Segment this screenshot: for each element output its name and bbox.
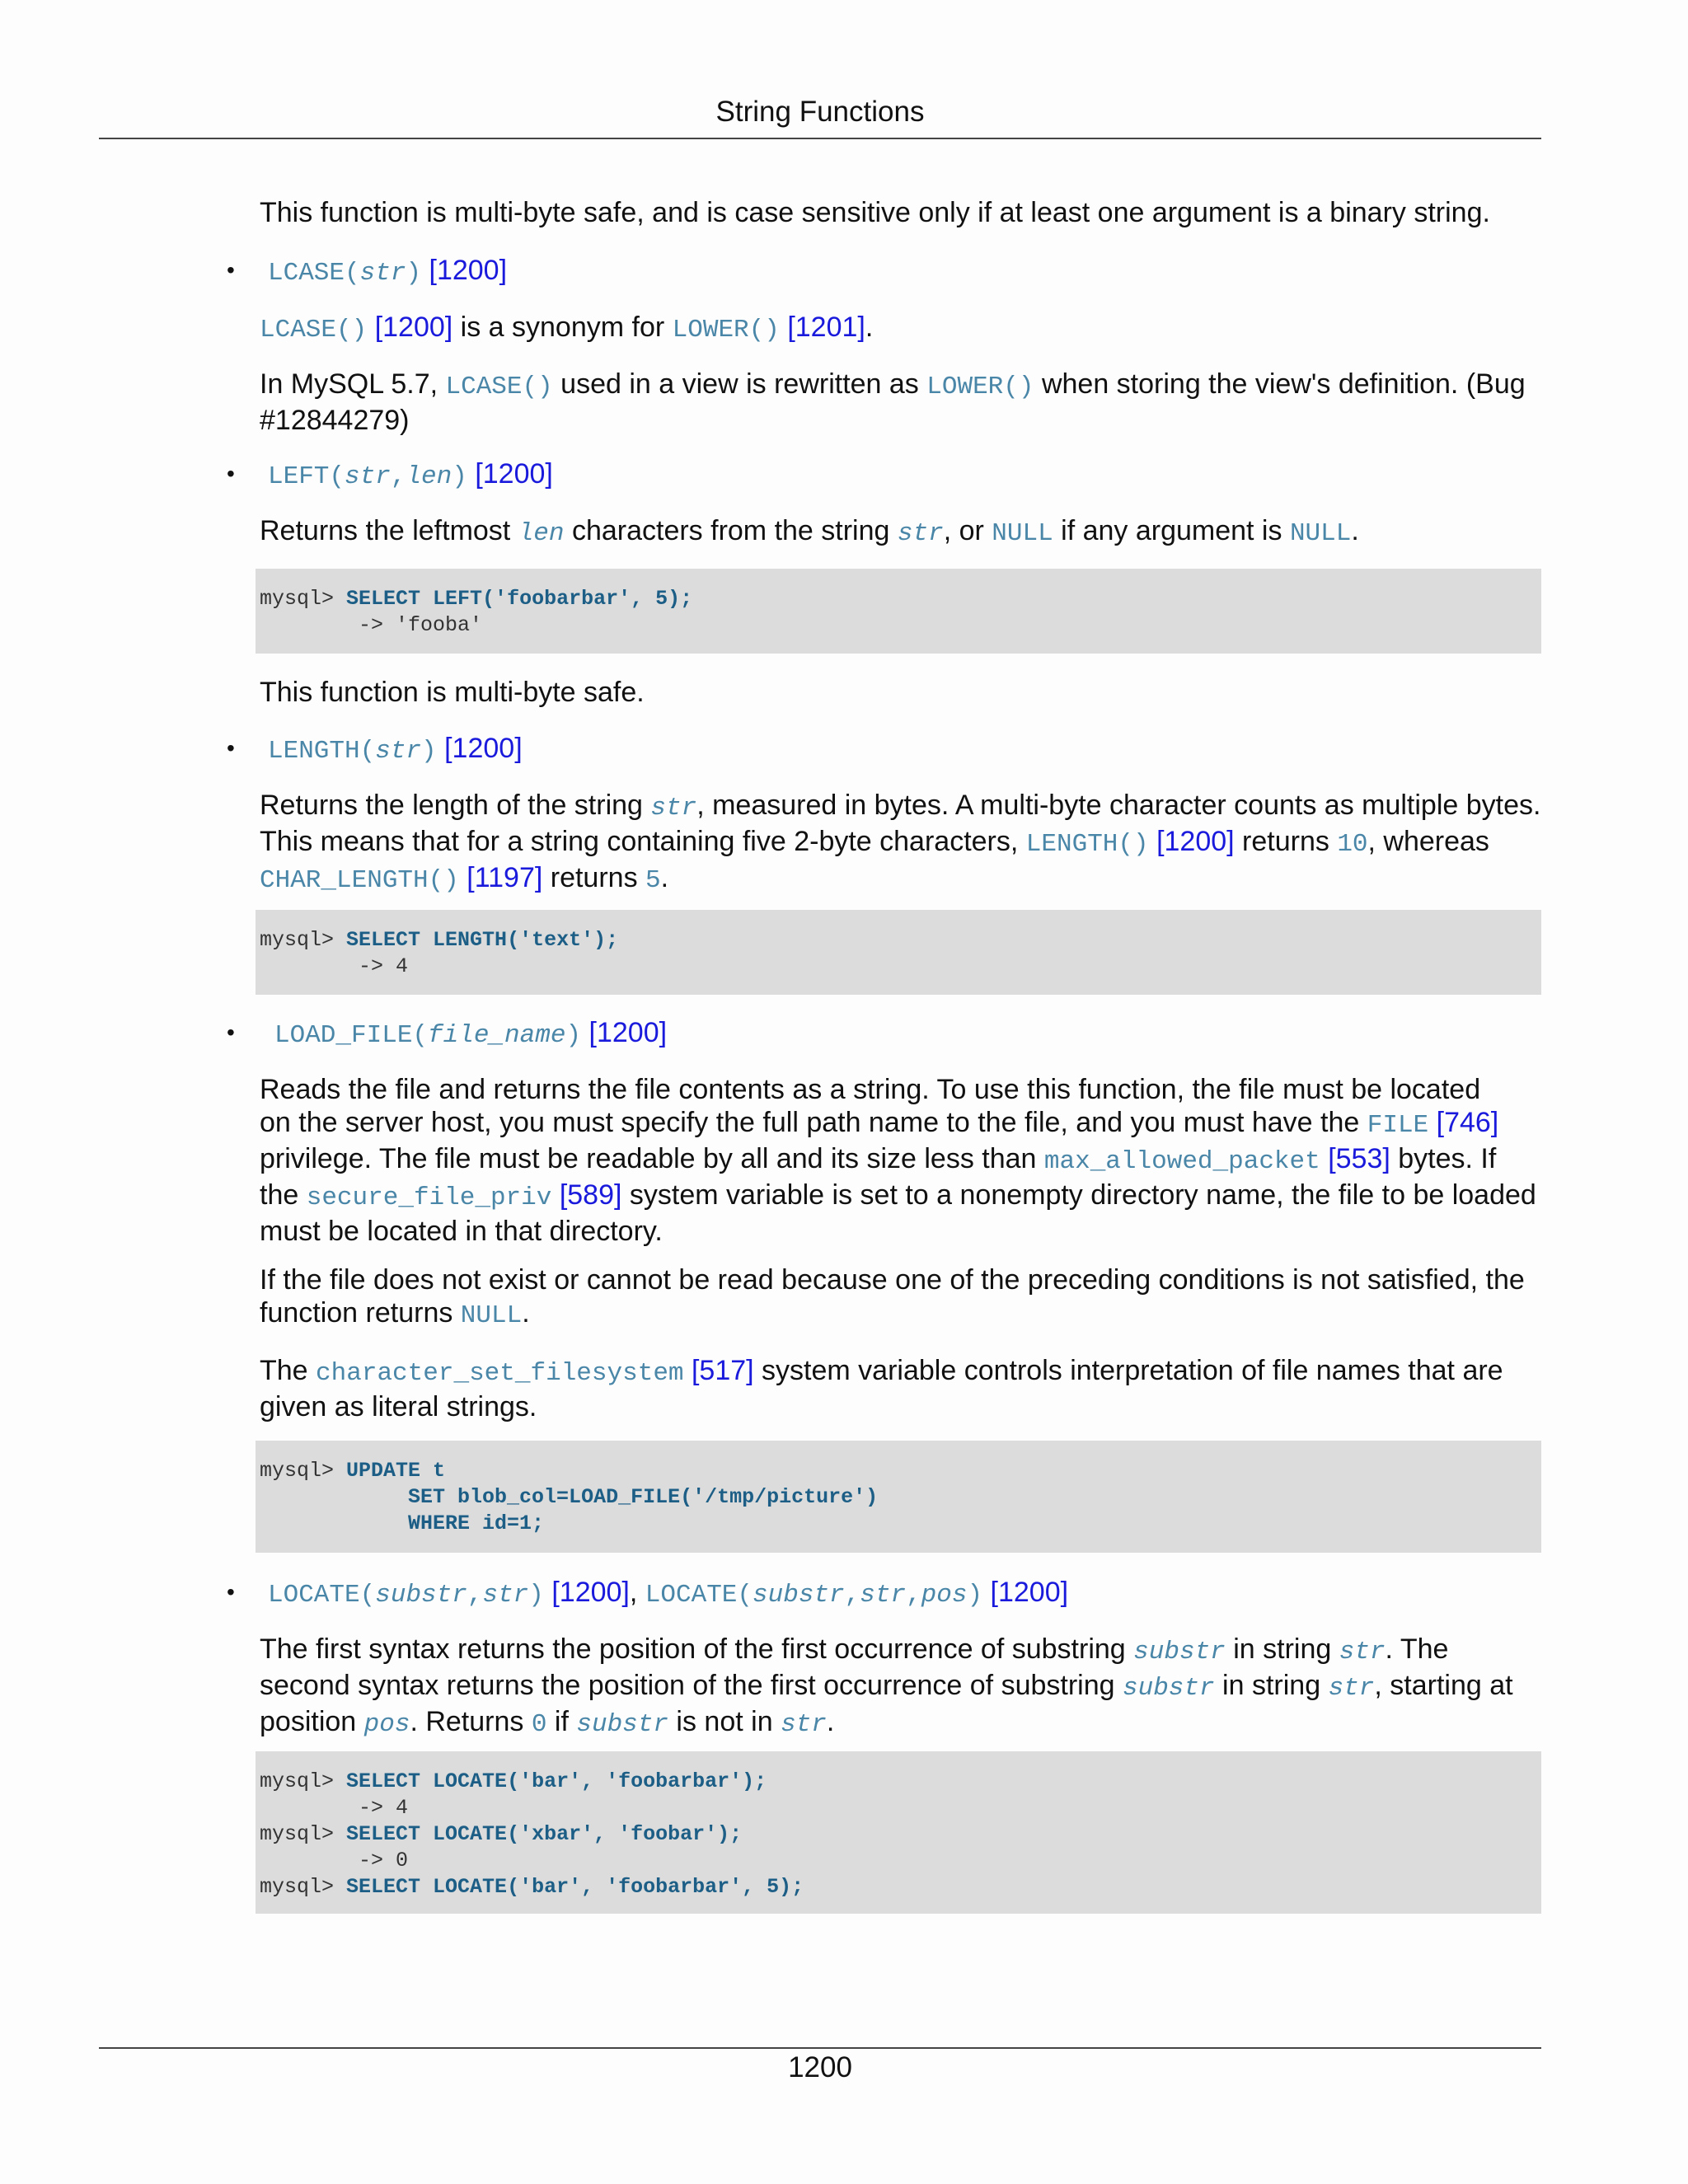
locate-l2-a: second syntax returns the position of the first occurrence of substring	[260, 1670, 1123, 1701]
code-prompt: mysql>	[260, 587, 347, 611]
left-desc-null2: NULL	[1289, 519, 1352, 548]
locate-sig2-arg1: substr	[753, 1581, 845, 1610]
locate-l3-b: . Returns	[410, 1706, 532, 1737]
code-prompt: mysql>	[260, 928, 347, 952]
left-sig-name: LEFT(	[268, 462, 345, 491]
code-command-1: SELECT LOCATE('bar', 'foobarbar');	[346, 1769, 767, 1793]
left-after-paragraph: This function is multi-byte safe.	[260, 677, 645, 708]
bullet: •	[227, 461, 235, 486]
left-desc-str: str	[897, 519, 944, 548]
locate-sig2-name: LOCATE(	[645, 1581, 753, 1610]
lower-ref-link[interactable]: [1201]	[787, 312, 865, 343]
load-file-p3-c: given as literal strings.	[260, 1391, 537, 1422]
char-length-code: CHAR_LENGTH()	[260, 866, 459, 895]
load-file-r3-a: privilege. The file must be readable by all and its size less than	[260, 1143, 1044, 1174]
locate-l3-zero: 0	[531, 1710, 547, 1739]
charset-filesystem-code: character_set_filesystem	[316, 1359, 684, 1388]
code-prompt: mysql>	[260, 1822, 347, 1846]
length-l2-ten: 10	[1337, 830, 1368, 859]
lcase-sig-name: LCASE(	[268, 259, 360, 288]
left-sig-comma: ,	[390, 462, 406, 491]
length-signature	[227, 732, 1541, 768]
page-header-title: String Functions	[715, 96, 925, 128]
bullet: •	[227, 1019, 235, 1045]
locate-signature	[227, 1576, 1541, 1612]
left-sig-arg1: str	[345, 462, 391, 491]
load-file-code-example	[256, 1441, 1541, 1553]
locate-l3-pos: pos	[363, 1710, 410, 1739]
left-desc-len: len	[518, 519, 565, 548]
locate-sig2-close: )	[967, 1581, 983, 1610]
length-ref-link[interactable]: [1200]	[444, 733, 523, 764]
bullet: •	[227, 257, 235, 283]
left-desc-d: if any argument is	[1053, 515, 1290, 546]
code-prompt: mysql>	[260, 1875, 347, 1899]
lcase-code: LCASE()	[260, 316, 368, 344]
locate-l3-a: position	[260, 1706, 364, 1737]
lcase-view-paragraph	[260, 368, 1541, 437]
length-description	[260, 789, 1541, 898]
length-l1-a: Returns the length of the string	[260, 790, 651, 821]
length-sig-arg: str	[375, 737, 422, 766]
lcase-end: .	[865, 312, 874, 343]
header-rule	[99, 138, 1541, 139]
left-desc-null1: NULL	[992, 519, 1053, 548]
length-sig-name: LENGTH(	[268, 737, 376, 766]
locate-l3-d: is not in	[668, 1706, 781, 1737]
code-command: SELECT LEFT('foobarbar', 5);	[346, 587, 693, 611]
left-sig-close: )	[452, 462, 467, 491]
locate-sig2-arg3: pos	[921, 1581, 968, 1610]
load-file-sig-name: LOAD_FILE(	[274, 1021, 429, 1050]
left-desc-e: .	[1351, 515, 1359, 546]
length-sig-close: )	[421, 737, 437, 766]
length-l3-a: returns	[542, 862, 646, 893]
max-allowed-packet-ref-link[interactable]: [553]	[1328, 1143, 1390, 1174]
load-file-r1: Reads the file and returns the file contents as a string. To use this function, the file must be located	[260, 1074, 1481, 1105]
length-l2-b: returns	[1234, 826, 1338, 857]
locate-sig2-comma2: ,	[906, 1581, 921, 1610]
left-desc-a: Returns the leftmost	[260, 515, 518, 546]
length-l2-c: , whereas	[1367, 826, 1489, 857]
file-privilege-code: FILE	[1367, 1111, 1429, 1140]
code-line-2: SET blob_col=LOAD_FILE('/tmp/picture')	[260, 1485, 879, 1509]
lcase-view-text-a: In MySQL 5.7,	[260, 368, 446, 400]
code-result: -> 'fooba'	[260, 613, 483, 637]
code-line-3: WHERE id=1;	[260, 1511, 545, 1535]
locate-l1-substr: substr	[1133, 1638, 1226, 1666]
load-file-p3-b: system variable controls interpretation of file names that are	[753, 1355, 1503, 1386]
load-file-ref-link[interactable]: [1200]	[588, 1017, 668, 1048]
locate-l1-b: in string	[1225, 1633, 1339, 1665]
code-result: -> 4	[260, 954, 409, 978]
locate-sig2-arg2: str	[860, 1581, 907, 1610]
load-file-null-paragraph	[260, 1263, 1541, 1333]
locate-l3-substr: substr	[576, 1710, 668, 1739]
load-file-null-code: NULL	[460, 1301, 523, 1330]
lcase-sig-arg: str	[359, 259, 406, 288]
lower-code: LOWER()	[672, 316, 780, 344]
locate-ref-link-2[interactable]: [1200]	[990, 1577, 1069, 1608]
load-file-r2-a: on the server host, you must specify the full path name to the file, and you must have the	[260, 1107, 1367, 1138]
left-signature	[227, 457, 1541, 494]
load-file-r4-a: the	[260, 1179, 307, 1211]
left-code-example	[256, 569, 1541, 654]
code-command-3: SELECT LOCATE('bar', 'foobarbar', 5);	[346, 1875, 804, 1899]
lcase-synonym-paragraph	[260, 311, 1541, 347]
load-file-r4-b: system variable is set to a nonempty directory name, the file to be loaded	[621, 1179, 1536, 1211]
load-file-r3-b: bytes. If	[1390, 1143, 1497, 1174]
load-file-charset-paragraph	[260, 1354, 1541, 1423]
code-result-2: -> 0	[260, 1849, 409, 1872]
locate-sig1-arg1: substr	[375, 1581, 467, 1610]
intro-paragraph: This function is multi-byte safe, and is case sensitive only if at least one argument is a binary string.	[260, 197, 1490, 228]
secure-file-priv-code: secure_file_priv	[306, 1183, 552, 1212]
locate-sig1-close: )	[528, 1581, 544, 1610]
length-l3-b: .	[660, 862, 669, 893]
load-file-p3-a: The	[260, 1355, 316, 1386]
length-l2-ref-link[interactable]: [1200]	[1156, 826, 1235, 857]
load-file-p2-c: .	[522, 1297, 530, 1329]
code-line-1: UPDATE t	[346, 1459, 446, 1483]
load-file-description	[260, 1073, 1541, 1248]
page-number: 1200	[788, 2051, 852, 2083]
locate-ref-link-1[interactable]: [1200]	[551, 1577, 630, 1608]
load-file-sig-arg: file_name	[428, 1021, 566, 1050]
charset-filesystem-ref-link[interactable]: [517]	[691, 1355, 754, 1386]
locate-sep: ,	[629, 1577, 645, 1608]
lcase-signature	[227, 254, 1541, 290]
locate-description	[260, 1633, 1541, 1741]
length-l1-str: str	[650, 794, 697, 823]
code-command-2: SELECT LOCATE('xbar', 'foobar');	[346, 1822, 743, 1846]
locate-l3-str: str	[781, 1710, 827, 1739]
lower-view-code: LOWER()	[926, 373, 1034, 401]
load-file-r5: must be located in that directory.	[260, 1216, 663, 1247]
locate-sig1-comma: ,	[467, 1581, 483, 1610]
left-desc-b: characters from the string	[564, 515, 898, 546]
code-prompt: mysql>	[260, 1769, 347, 1793]
locate-l1-c: . The	[1385, 1633, 1449, 1665]
length-code-example	[256, 910, 1541, 995]
footer-rule	[99, 2047, 1541, 2049]
load-file-signature	[227, 1016, 1541, 1052]
bullet: •	[227, 1579, 235, 1605]
length-l1-b: , measured in bytes. A multi-byte character counts as multiple bytes.	[696, 790, 1541, 821]
locate-sig2-comma1: ,	[844, 1581, 860, 1610]
lcase-view-text-b: used in a view is rewritten as	[552, 368, 927, 400]
lcase-text: is a synonym for	[452, 312, 673, 343]
code-result-1: -> 4	[260, 1796, 409, 1820]
locate-l2-b: in string	[1214, 1670, 1329, 1701]
char-length-ref-link[interactable]: [1197]	[467, 862, 543, 893]
locate-l3-e: .	[826, 1706, 835, 1737]
bullet: •	[227, 735, 235, 761]
secure-file-priv-ref-link[interactable]: [589]	[559, 1179, 622, 1211]
file-privilege-ref-link[interactable]: [746]	[1436, 1107, 1499, 1138]
length-l2-code: LENGTH()	[1025, 830, 1149, 859]
locate-sig1-arg2: str	[482, 1581, 529, 1610]
locate-l1-str: str	[1339, 1638, 1386, 1666]
locate-l3-c: if	[546, 1706, 577, 1737]
left-ref-link[interactable]: [1200]	[475, 458, 553, 490]
locate-code-example	[256, 1751, 1541, 1914]
lcase-ref-link[interactable]: [1200]	[429, 255, 508, 286]
length-l2-a: This means that for a string containing five 2-byte characters,	[260, 826, 1026, 857]
bug-number: #12844279)	[260, 405, 410, 436]
locate-l2-substr: substr	[1122, 1674, 1215, 1703]
left-sig-arg2: len	[406, 462, 452, 491]
length-l3-five: 5	[645, 866, 661, 895]
left-description	[260, 514, 1541, 551]
load-file-p2-b: function returns	[260, 1297, 461, 1329]
load-file-sig-close: )	[565, 1021, 582, 1050]
left-desc-c: , or	[943, 515, 992, 546]
code-prompt: mysql>	[260, 1459, 347, 1483]
max-allowed-packet-code: max_allowed_packet	[1043, 1147, 1320, 1176]
lcase-sig-close: )	[406, 259, 422, 288]
lcase-ref-link-2[interactable]: [1200]	[374, 312, 453, 343]
locate-l2-c: , starting at	[1374, 1670, 1513, 1701]
code-command: SELECT LENGTH('text');	[346, 928, 619, 952]
load-file-p2-a: If the file does not exist or cannot be read because one of the preceding conditions is not satisfied, the	[260, 1264, 1525, 1296]
locate-sig1-name: LOCATE(	[268, 1581, 376, 1610]
lcase-view-text-c: when storing the view's definition. (Bug	[1034, 368, 1526, 400]
locate-l1-a: The first syntax returns the position of the first occurrence of substring	[260, 1633, 1134, 1665]
locate-l2-str: str	[1328, 1674, 1375, 1703]
lcase-view-code: LCASE()	[445, 373, 553, 401]
